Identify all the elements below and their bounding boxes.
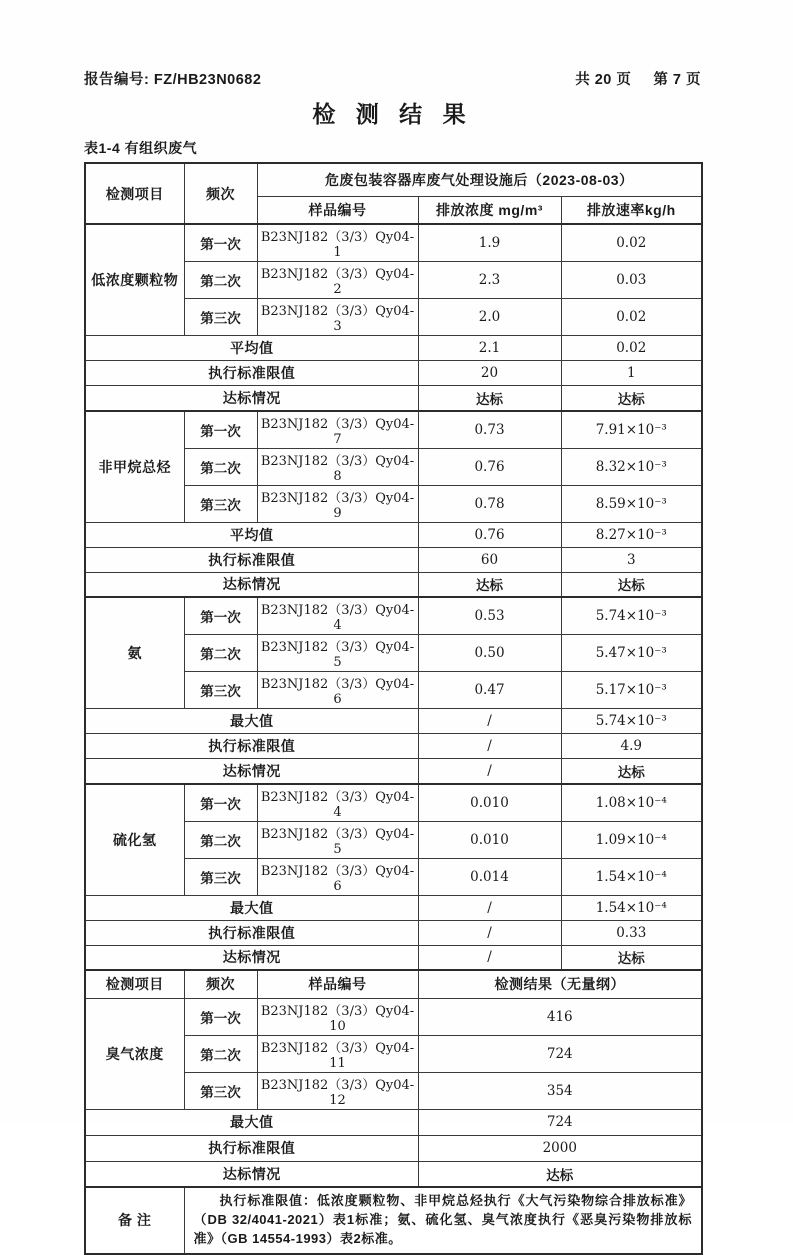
freq-cell: 第一次 bbox=[184, 998, 257, 1035]
rate-cell: 1.09×10⁻⁴ bbox=[561, 821, 702, 858]
col-header-freq: 频次 bbox=[184, 970, 257, 998]
table-caption: 表1-4 有组织废气 bbox=[84, 140, 198, 156]
summary-rate-cell: 5.74×10⁻³ bbox=[561, 709, 702, 734]
status-label-cell: 达标情况 bbox=[85, 386, 418, 411]
limit-row bbox=[85, 734, 702, 759]
table-row bbox=[85, 411, 702, 449]
limit-rate-cell: 4.9 bbox=[561, 734, 702, 759]
summary-rate-cell: 8.27×10⁻³ bbox=[561, 522, 702, 547]
concentration-cell: 0.76 bbox=[418, 448, 561, 485]
rate-cell: 5.17×10⁻³ bbox=[561, 672, 702, 709]
status-label-cell: 达标情况 bbox=[85, 945, 418, 970]
page-title: 检 测 结 果 bbox=[312, 101, 473, 127]
concentration-cell: 0.73 bbox=[418, 411, 561, 449]
limit-label-cell: 执行标准限值 bbox=[85, 1135, 418, 1161]
sample-id-cell: B23NJ182（3/3）Qy04-7 bbox=[257, 411, 418, 449]
freq-cell: 第一次 bbox=[184, 224, 257, 262]
status-label-cell: 达标情况 bbox=[85, 572, 418, 597]
sample-id-cell: B23NJ182（3/3）Qy04-6 bbox=[257, 858, 418, 895]
summary-rate-cell: 1.54×10⁻⁴ bbox=[561, 895, 702, 920]
concentration-cell: 0.53 bbox=[418, 597, 561, 635]
concentration-cell: 1.9 bbox=[418, 224, 561, 262]
page-count: 共 20 页 bbox=[575, 72, 632, 88]
status-rate-cell: 达标 bbox=[561, 945, 702, 970]
pagination bbox=[575, 68, 701, 89]
rate-cell: 5.74×10⁻³ bbox=[561, 597, 702, 635]
status-row bbox=[85, 759, 702, 784]
sample-id-cell: B23NJ182（3/3）Qy04-12 bbox=[257, 1072, 418, 1109]
rate-cell: 7.91×10⁻³ bbox=[561, 411, 702, 449]
limit-conc-cell: / bbox=[418, 920, 561, 945]
col-header-freq: 频次 bbox=[184, 163, 257, 224]
summary-label-cell: 平均值 bbox=[85, 522, 418, 547]
limit-row bbox=[85, 920, 702, 945]
freq-cell: 第三次 bbox=[184, 485, 257, 522]
limit-row bbox=[85, 361, 702, 386]
status-rate-cell: 达标 bbox=[561, 572, 702, 597]
summary-row bbox=[85, 895, 702, 920]
sample-id-cell: B23NJ182（3/3）Qy04-6 bbox=[257, 672, 418, 709]
sample-id-cell: B23NJ182（3/3）Qy04-5 bbox=[257, 821, 418, 858]
rate-cell: 1.08×10⁻⁴ bbox=[561, 784, 702, 822]
page-header-line bbox=[84, 68, 701, 89]
result-cell: 724 bbox=[418, 1035, 702, 1072]
freq-cell: 第二次 bbox=[184, 262, 257, 299]
col-header-concentration: 排放浓度 mg/m³ bbox=[418, 196, 561, 224]
report-number-label: 报告编号: bbox=[84, 72, 150, 88]
col-header-result: 检测结果（无量纲） bbox=[418, 970, 702, 998]
limit-conc-cell: 60 bbox=[418, 547, 561, 572]
table-row bbox=[85, 784, 702, 822]
col-header-facility: 危废包装容器库废气处理设施后（2023-08-03） bbox=[257, 163, 702, 196]
summary-label-cell: 最大值 bbox=[85, 709, 418, 734]
summary-row bbox=[85, 1109, 702, 1135]
rate-cell: 0.03 bbox=[561, 262, 702, 299]
table2-header-row bbox=[85, 970, 702, 998]
summary-row bbox=[85, 709, 702, 734]
limit-label-cell: 执行标准限值 bbox=[85, 734, 418, 759]
status-row bbox=[85, 945, 702, 970]
concentration-cell: 0.50 bbox=[418, 635, 561, 672]
limit-conc-cell: 20 bbox=[418, 361, 561, 386]
limit-row bbox=[85, 1135, 702, 1161]
status-row bbox=[85, 572, 702, 597]
summary-conc-cell: 2.1 bbox=[418, 336, 561, 361]
status-row bbox=[85, 386, 702, 411]
sample-id-cell: B23NJ182（3/3）Qy04-4 bbox=[257, 597, 418, 635]
limit-conc-cell: / bbox=[418, 734, 561, 759]
limit-label-cell: 执行标准限值 bbox=[85, 920, 418, 945]
summary-rate-cell: 0.02 bbox=[561, 336, 702, 361]
summary-label-cell: 平均值 bbox=[85, 336, 418, 361]
report-number bbox=[84, 68, 261, 89]
freq-cell: 第三次 bbox=[184, 858, 257, 895]
status-label-cell: 达标情况 bbox=[85, 1161, 418, 1187]
rate-cell: 1.54×10⁻⁴ bbox=[561, 858, 702, 895]
sample-id-cell: B23NJ182（3/3）Qy04-4 bbox=[257, 784, 418, 822]
limit-result-cell: 2000 bbox=[418, 1135, 702, 1161]
rate-cell: 5.47×10⁻³ bbox=[561, 635, 702, 672]
item-name-cell: 臭气浓度 bbox=[85, 998, 184, 1109]
col-header-rate: 排放速率kg/h bbox=[561, 196, 702, 224]
item-name-cell: 低浓度颗粒物 bbox=[85, 224, 184, 336]
table-row bbox=[85, 998, 702, 1035]
rate-cell: 8.32×10⁻³ bbox=[561, 448, 702, 485]
sample-id-cell: B23NJ182（3/3）Qy04-2 bbox=[257, 262, 418, 299]
status-conc-cell: / bbox=[418, 945, 561, 970]
status-rate-cell: 达标 bbox=[561, 386, 702, 411]
sample-id-cell: B23NJ182（3/3）Qy04-3 bbox=[257, 299, 418, 336]
summary-conc-cell: / bbox=[418, 895, 561, 920]
sample-id-cell: B23NJ182（3/3）Qy04-11 bbox=[257, 1035, 418, 1072]
concentration-cell: 0.47 bbox=[418, 672, 561, 709]
result-cell: 416 bbox=[418, 998, 702, 1035]
freq-cell: 第三次 bbox=[184, 672, 257, 709]
summary-row bbox=[85, 522, 702, 547]
item-name-cell: 非甲烷总烃 bbox=[85, 411, 184, 523]
concentration-cell: 0.010 bbox=[418, 821, 561, 858]
freq-cell: 第一次 bbox=[184, 784, 257, 822]
summary-row bbox=[85, 336, 702, 361]
status-label-cell: 达标情况 bbox=[85, 759, 418, 784]
sample-id-cell: B23NJ182（3/3）Qy04-9 bbox=[257, 485, 418, 522]
limit-row bbox=[85, 547, 702, 572]
status-rate-cell: 达标 bbox=[561, 759, 702, 784]
summary-conc-cell: / bbox=[418, 709, 561, 734]
freq-cell: 第三次 bbox=[184, 1072, 257, 1109]
sample-id-cell: B23NJ182（3/3）Qy04-1 bbox=[257, 224, 418, 262]
freq-cell: 第二次 bbox=[184, 448, 257, 485]
note-text-cell: 执行标准限值：低浓度颗粒物、非甲烷总烃执行《大气污染物综合排放标准》（DB 32/4041-2021）表1标准；氨、硫化氢、臭气浓度执行《恶臭污染物排放标准》（GB 14554-1993）表2标准。 bbox=[184, 1187, 702, 1254]
note-label-cell: 备 注 bbox=[85, 1187, 184, 1254]
sample-id-cell: B23NJ182（3/3）Qy04-10 bbox=[257, 998, 418, 1035]
freq-cell: 第二次 bbox=[184, 821, 257, 858]
sample-id-cell: B23NJ182（3/3）Qy04-8 bbox=[257, 448, 418, 485]
limit-rate-cell: 0.33 bbox=[561, 920, 702, 945]
rate-cell: 8.59×10⁻³ bbox=[561, 485, 702, 522]
limit-rate-cell: 1 bbox=[561, 361, 702, 386]
summary-conc-cell: 0.76 bbox=[418, 522, 561, 547]
freq-cell: 第二次 bbox=[184, 1035, 257, 1072]
status-conc-cell: 达标 bbox=[418, 386, 561, 411]
limit-rate-cell: 3 bbox=[561, 547, 702, 572]
concentration-cell: 0.78 bbox=[418, 485, 561, 522]
report-number-value: FZ/HB23N0682 bbox=[153, 72, 262, 88]
freq-cell: 第一次 bbox=[184, 597, 257, 635]
freq-cell: 第三次 bbox=[184, 299, 257, 336]
freq-cell: 第二次 bbox=[184, 635, 257, 672]
concentration-cell: 2.3 bbox=[418, 262, 561, 299]
concentration-cell: 2.0 bbox=[418, 299, 561, 336]
rate-cell: 0.02 bbox=[561, 299, 702, 336]
limit-label-cell: 执行标准限值 bbox=[85, 547, 418, 572]
note-row bbox=[85, 1187, 702, 1254]
col-header-item: 检测项目 bbox=[85, 970, 184, 998]
status-conc-cell: / bbox=[418, 759, 561, 784]
col-header-item: 检测项目 bbox=[85, 163, 184, 224]
concentration-cell: 0.010 bbox=[418, 784, 561, 822]
summary-label-cell: 最大值 bbox=[85, 1109, 418, 1135]
table-row bbox=[85, 597, 702, 635]
status-result-cell: 达标 bbox=[418, 1161, 702, 1187]
item-name-cell: 氨 bbox=[85, 597, 184, 709]
item-name-cell: 硫化氢 bbox=[85, 784, 184, 896]
result-cell: 354 bbox=[418, 1072, 702, 1109]
freq-cell: 第一次 bbox=[184, 411, 257, 449]
col-header-sample: 样品编号 bbox=[257, 196, 418, 224]
col-header-sample: 样品编号 bbox=[257, 970, 418, 998]
status-conc-cell: 达标 bbox=[418, 572, 561, 597]
concentration-cell: 0.014 bbox=[418, 858, 561, 895]
table-row bbox=[85, 224, 702, 262]
table1-header-row1 bbox=[85, 163, 702, 196]
summary-label-cell: 最大值 bbox=[85, 895, 418, 920]
status-row bbox=[85, 1161, 702, 1187]
results-table bbox=[84, 162, 703, 1255]
rate-cell: 0.02 bbox=[561, 224, 702, 262]
summary-result-cell: 724 bbox=[418, 1109, 702, 1135]
limit-label-cell: 执行标准限值 bbox=[85, 361, 418, 386]
sample-id-cell: B23NJ182（3/3）Qy04-5 bbox=[257, 635, 418, 672]
page-current: 第 7 页 bbox=[653, 72, 701, 88]
